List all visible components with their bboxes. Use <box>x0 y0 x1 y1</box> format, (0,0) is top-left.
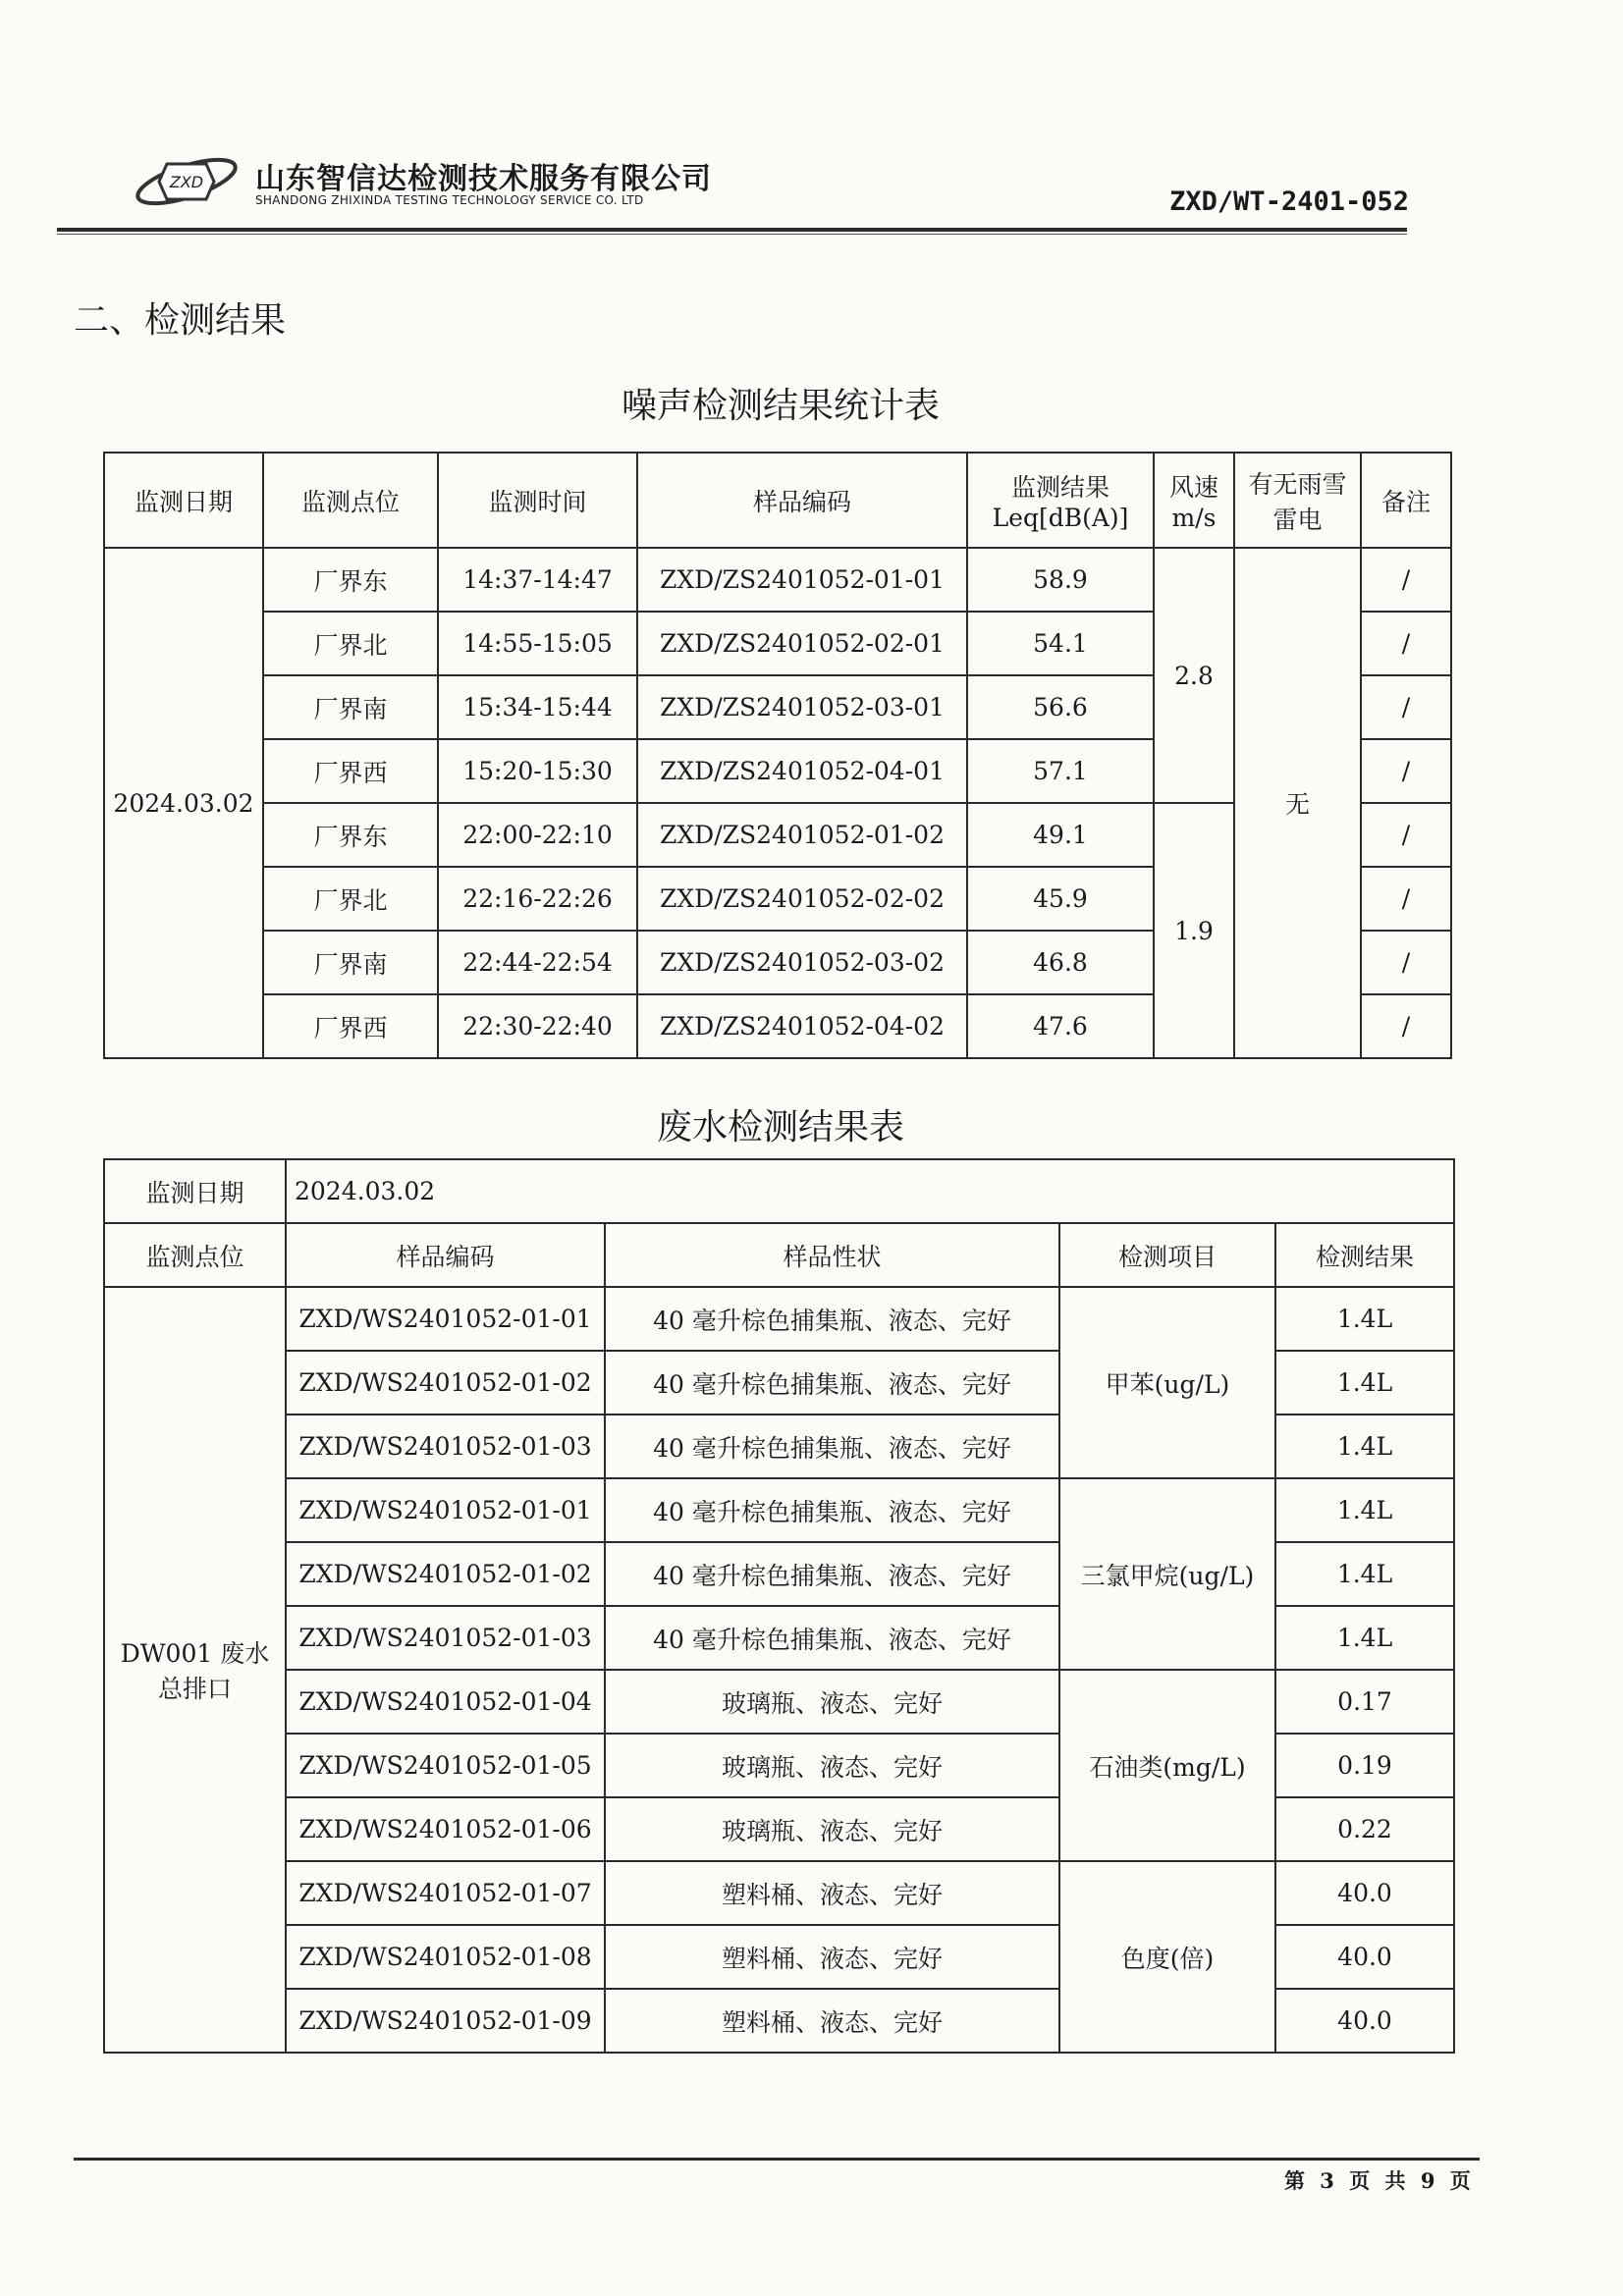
header-rule-thin <box>57 234 1407 235</box>
item-petroleum: 石油类(mg/L) <box>1059 1670 1275 1861</box>
wastewater-table-title: 废水检测结果表 <box>656 1107 904 1148</box>
item-chroma: 色度(倍) <box>1059 1861 1275 2053</box>
sample-cell: ZXD/ZS2401052-02-01 <box>637 612 967 675</box>
time-cell: 22:44-22:54 <box>438 931 637 994</box>
remark-cell: / <box>1361 803 1451 867</box>
result-cell: 1.4L <box>1275 1542 1454 1606</box>
property-cell: 塑料桶、液态、完好 <box>605 1861 1059 1925</box>
point-cell: 厂界东 <box>263 803 438 867</box>
page-header <box>54 142 1409 236</box>
point-cell: 厂界东 <box>263 548 438 612</box>
property-cell: 40 毫升棕色捕集瓶、液态、完好 <box>605 1351 1059 1415</box>
point-value: DW001 废水总排口 <box>104 1287 286 2053</box>
result-cell: 1.4L <box>1275 1287 1454 1351</box>
result-cell: 1.4L <box>1275 1415 1454 1478</box>
result-cell: 58.9 <box>967 548 1154 612</box>
property-cell: 玻璃瓶、液态、完好 <box>605 1734 1059 1797</box>
result-cell: 0.17 <box>1275 1670 1454 1734</box>
result-cell: 54.1 <box>967 612 1154 675</box>
point-cell: 厂界北 <box>263 612 438 675</box>
result-cell: 45.9 <box>967 867 1154 931</box>
remark-cell: / <box>1361 739 1451 803</box>
result-cell: 0.22 <box>1275 1797 1454 1861</box>
col-result: 检测结果 <box>1275 1223 1454 1287</box>
sample-cell: ZXD/WS2401052-01-02 <box>286 1351 605 1415</box>
sample-cell: ZXD/ZS2401052-02-02 <box>637 867 967 931</box>
sample-cell: ZXD/WS2401052-01-02 <box>286 1542 605 1606</box>
table-row <box>104 1478 1454 1542</box>
col-item: 检测项目 <box>1059 1223 1275 1287</box>
remark-cell: / <box>1361 931 1451 994</box>
point-cell: 厂界南 <box>263 675 438 739</box>
point-cell: 厂界北 <box>263 867 438 931</box>
result-cell: 40.0 <box>1275 1925 1454 1989</box>
property-cell: 40 毫升棕色捕集瓶、液态、完好 <box>605 1287 1059 1351</box>
time-cell: 15:20-15:30 <box>438 739 637 803</box>
property-cell: 塑料桶、液态、完好 <box>605 1925 1059 1989</box>
sample-cell: ZXD/ZS2401052-04-02 <box>637 994 967 1058</box>
sample-cell: ZXD/ZS2401052-04-01 <box>637 739 967 803</box>
logo-text: ZXD <box>169 173 204 191</box>
property-cell: 40 毫升棕色捕集瓶、液态、完好 <box>605 1542 1059 1606</box>
header-rule <box>57 228 1407 232</box>
col-weather: 有无雨雪 雷电 <box>1234 453 1361 548</box>
result-cell: 49.1 <box>967 803 1154 867</box>
result-cell: 57.1 <box>967 739 1154 803</box>
result-cell: 40.0 <box>1275 1861 1454 1925</box>
col-sample: 样品编码 <box>286 1223 605 1287</box>
table-row <box>104 1670 1454 1734</box>
col-point: 监测点位 <box>263 453 438 548</box>
noise-results-table <box>103 452 1452 1059</box>
point-cell: 厂界南 <box>263 931 438 994</box>
wind-night: 1.9 <box>1154 803 1234 1058</box>
time-cell: 14:55-15:05 <box>438 612 637 675</box>
property-cell: 塑料桶、液态、完好 <box>605 1989 1059 2053</box>
wastewater-date-row <box>104 1159 1454 1223</box>
col-point: 监测点位 <box>104 1223 286 1287</box>
sample-cell: ZXD/ZS2401052-03-02 <box>637 931 967 994</box>
sample-cell: ZXD/WS2401052-01-09 <box>286 1989 605 2053</box>
sample-cell: ZXD/WS2401052-01-03 <box>286 1415 605 1478</box>
table-row <box>104 548 1451 612</box>
col-wind: 风速 m/s <box>1154 453 1234 548</box>
noise-table-title: 噪声检测结果统计表 <box>621 386 940 426</box>
company-name-cn: 山东智信达检测技术服务有限公司 <box>255 162 712 196</box>
property-cell: 玻璃瓶、液态、完好 <box>605 1797 1059 1861</box>
time-cell: 15:34-15:44 <box>438 675 637 739</box>
result-cell: 40.0 <box>1275 1989 1454 2053</box>
time-cell: 22:16-22:26 <box>438 867 637 931</box>
page-number: 第 3 页 共 9 页 <box>1284 2168 1475 2193</box>
wind-day: 2.8 <box>1154 548 1234 803</box>
sample-cell: ZXD/WS2401052-01-01 <box>286 1478 605 1542</box>
sample-cell: ZXD/WS2401052-01-07 <box>286 1861 605 1925</box>
time-cell: 22:00-22:10 <box>438 803 637 867</box>
col-date: 监测日期 <box>104 453 263 548</box>
noise-date: 2024.03.02 <box>104 548 263 1058</box>
weather-cell: 无 <box>1234 548 1361 1058</box>
col-property: 样品性状 <box>605 1223 1059 1287</box>
sample-cell: ZXD/WS2401052-01-06 <box>286 1797 605 1861</box>
sample-cell: ZXD/WS2401052-01-03 <box>286 1606 605 1670</box>
remark-cell: / <box>1361 612 1451 675</box>
sample-cell: ZXD/WS2401052-01-08 <box>286 1925 605 1989</box>
property-cell: 40 毫升棕色捕集瓶、液态、完好 <box>605 1415 1059 1478</box>
table-row <box>104 1861 1454 1925</box>
result-cell: 56.6 <box>967 675 1154 739</box>
document-number: ZXD/WT-2401-052 <box>1169 187 1409 217</box>
sample-cell: ZXD/WS2401052-01-05 <box>286 1734 605 1797</box>
remark-cell: / <box>1361 548 1451 612</box>
result-cell: 1.4L <box>1275 1606 1454 1670</box>
property-cell: 玻璃瓶、液态、完好 <box>605 1670 1059 1734</box>
item-chloroform: 三氯甲烷(ug/L) <box>1059 1478 1275 1670</box>
result-cell: 1.4L <box>1275 1478 1454 1542</box>
col-result: 监测结果 Leq[dB(A)] <box>967 453 1154 548</box>
property-cell: 40 毫升棕色捕集瓶、液态、完好 <box>605 1478 1059 1542</box>
noise-header-row <box>104 453 1451 548</box>
wastewater-header-row <box>104 1223 1454 1287</box>
sample-cell: ZXD/WS2401052-01-04 <box>286 1670 605 1734</box>
date-label: 监测日期 <box>104 1159 286 1223</box>
section-title: 二、检测结果 <box>74 300 287 341</box>
sample-cell: ZXD/ZS2401052-03-01 <box>637 675 967 739</box>
date-value: 2024.03.02 <box>286 1159 1454 1223</box>
table-row <box>104 1287 1454 1351</box>
time-cell: 14:37-14:47 <box>438 548 637 612</box>
sample-cell: ZXD/ZS2401052-01-01 <box>637 548 967 612</box>
property-cell: 40 毫升棕色捕集瓶、液态、完好 <box>605 1606 1059 1670</box>
point-cell: 厂界西 <box>263 739 438 803</box>
col-remark: 备注 <box>1361 453 1451 548</box>
result-cell: 1.4L <box>1275 1351 1454 1415</box>
point-cell: 厂界西 <box>263 994 438 1058</box>
remark-cell: / <box>1361 675 1451 739</box>
result-cell: 47.6 <box>967 994 1154 1058</box>
footer-rule <box>74 2158 1480 2161</box>
time-cell: 22:30-22:40 <box>438 994 637 1058</box>
col-sample: 样品编码 <box>637 453 967 548</box>
col-time: 监测时间 <box>438 453 637 548</box>
remark-cell: / <box>1361 867 1451 931</box>
result-cell: 46.8 <box>967 931 1154 994</box>
sample-cell: ZXD/ZS2401052-01-02 <box>637 803 967 867</box>
wastewater-results-table <box>103 1158 1455 2054</box>
item-toluene: 甲苯(ug/L) <box>1059 1287 1275 1478</box>
company-name-en: SHANDONG ZHIXINDA TESTING TECHNOLOGY SERVICE CO. LTD <box>255 193 644 207</box>
result-cell: 0.19 <box>1275 1734 1454 1797</box>
sample-cell: ZXD/WS2401052-01-01 <box>286 1287 605 1351</box>
remark-cell: / <box>1361 994 1451 1058</box>
